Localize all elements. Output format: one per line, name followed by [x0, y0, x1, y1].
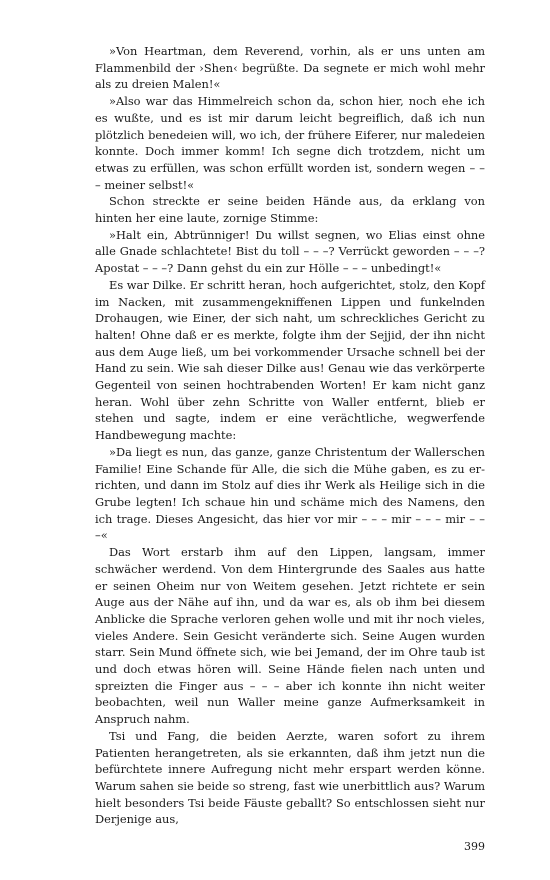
page-text — [95, 43, 485, 828]
page-number: 399 — [464, 840, 485, 853]
paragraph-3: Schon streckte er seine beiden Hände aus, da erklang von hinten her eine laute, zornige Stimme: — [95, 194, 485, 226]
paragraph-8: Tsi und Fang, die beiden Aerzte, waren sofort zu ihrem Patienten herangetreten, als sie erkannten, daß ihm jetzt nun die befürchtete innere Aufregung nicht mehr erspart werden könne. Warum sahen sie beide so streng, fast wie unerbittlich aus? Warum hielt besonders Tsi beide Fäuste geballt? So entschlossen sieht nur Derjenige aus, — [95, 728, 485, 827]
paragraph-7: Das Wort erstarb ihm auf den Lippen, langsam, immer schwächer werdend. Von dem Hintergrunde des Saales aus hatte er seinen Oheim nur von Weitem gesehen. Jetzt richtete er sein Auge aus der Nähe auf ihn, und da war es, als ob ihm bei diesem Anblicke die Sprache verloren gehen wolle und mit ihr noch vieles, vieles Andere. Sein Gesicht veränderte sich. Seine Augen wurden starr. Sein Mund öffnete sich, wie bei Jemand, der im Ohre taub ist und doch etwas hören will. Seine Hände fielen nach unten und spreizten die Finger aus – – – aber ich konnte ihn nicht weiter beobachten, weil nun Waller meine ganze Aufmerksamkeit in Anspruch nahm. — [95, 545, 485, 727]
paragraph-2: »Also war das Himmelreich schon da, schon hier, noch ehe ich es wußte, und es ist mir darum leicht begreiflich, daß ich nun plötzlich benedeien will, wo ich, der frühere Eiferer, nur maledeien konnte. Doch immer komm! Ich segne dich trotzdem, nicht um etwas zu erfüllen, was schon erfüllt worden ist, sondern wegen – – – meiner selbst!« — [95, 94, 485, 192]
paragraph-4: »Halt ein, Abtrünniger! Du willst segnen, wo Elias einst ohne alle Gnade schlachtete! Bist du toll – – –? Verrückt geworden – – –? Apostat – – –? Dann gehst du ein zur Hölle – – – unbedingt!« — [95, 227, 485, 276]
paragraph-1: »Von Heartman, dem Reverend, vorhin, als er uns unten am Flammenbild der ›Shen‹ begrüßte. Da segnete er mich wohl mehr als zu dreien Malen!« — [95, 44, 485, 92]
paragraph-5: Es war Dilke. Er schritt heran, hoch aufgerichtet, stolz, den Kopf im Nacken, mit zusammengekniffenen Lippen und funkelnden Drohaugen, wie Einer, der sich naht, um schreckliches Gericht zu halten! Ohne daß er es merkte, folgte ihm der Sejjid, der ihn nicht aus dem Auge ließ, um bei vorkommender Ursache schnell bei der Hand zu sein. Wie sah dieser Dilke aus! Genau wie das verkörperte Gegenteil von seinen hochtrabenden Worten! Er kam nicht ganz heran. Wohl über zehn Schritte von Waller entfernt, blieb er stehen und sagte, indem er eine verächtliche, wegwerfende Handbewegung machte: — [95, 277, 485, 443]
paragraph-6: »Da liegt es nun, das ganze, ganze Christentum der Wallerschen Familie! Eine Schande für Alle, die sich die Mühe gaben, es zu errichten, und dann im Stolz auf dies ihr Werk als Heilige sich in die Grube legten! Ich schaue hin und schäme mich des Namens, den ich trage. Dieses Angesicht, das hier vor mir – – – mir – – – mir – – –« — [95, 444, 485, 543]
